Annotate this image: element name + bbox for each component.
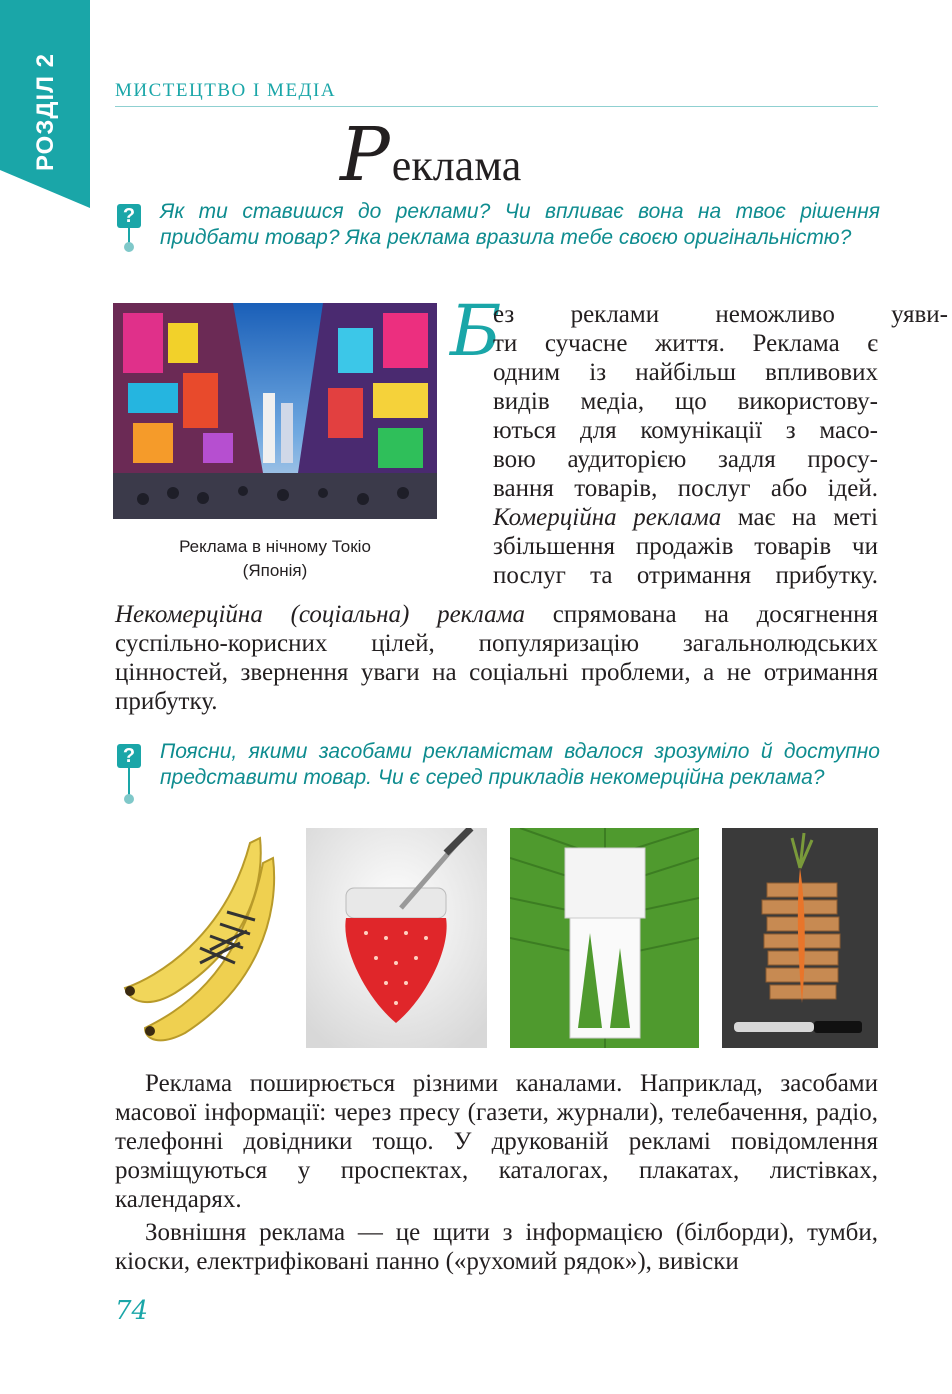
para1-line-9: збільшення продажів товарів чи xyxy=(493,533,878,560)
commercial-term: Комерційна реклама xyxy=(493,504,722,531)
para1-line-6: вою аудиторією задля просу- xyxy=(493,446,878,473)
banana-sneaker-image xyxy=(115,828,285,1048)
para1-line-7: вання товарів, послуг або ідей. xyxy=(493,475,878,502)
carrot-cutting-board-image xyxy=(722,828,878,1048)
page-number: 74 xyxy=(115,1296,149,1326)
paper-towel-trees-image xyxy=(510,828,699,1048)
commercial-rest: має на меті xyxy=(721,504,878,531)
tokyo-night-photo xyxy=(113,303,437,519)
caption-line-1: Реклама в нічному Токіо xyxy=(179,537,371,556)
paragraph-1-continuation xyxy=(115,600,878,716)
title-initial: Р xyxy=(340,112,390,198)
section-tab xyxy=(0,0,90,210)
question-2-text: Поясни, якими засобами рекламістам вдалося зрозуміло й доступно представити товар. Чи є серед прикладів некомерційна реклама? xyxy=(160,740,880,789)
noncommercial-term: Некомерційна (соціальна) реклама xyxy=(115,601,526,628)
photo-caption xyxy=(113,535,437,583)
page-title xyxy=(340,112,522,198)
para1-line-4: видів медіа, що використову- xyxy=(493,388,878,415)
section-tab-label: РОЗДІЛ 2 xyxy=(32,52,59,172)
para1-line-5: ються для комунікації з масо- xyxy=(493,417,878,444)
running-head: МИСТЕЦТВО І МЕДІА xyxy=(115,80,337,101)
paragraph-2: Реклама поширюється різними каналами. Наприклад, засобами масової інформації: через пресу (газети, журнали), телебачення, радіо, телефонні довідники тощо. У друкованій рекламі повідомлення розміщуються у проспектах, каталогах, плакатах, листівках, календарях. xyxy=(115,1070,878,1213)
para1-line-8 xyxy=(493,503,878,532)
question-1-text: Як ти ставишся до реклами? Чи впливає вона на твоє рішення придбати товар? Яка реклама вразила тебе своєю оригінальністю? xyxy=(160,200,880,249)
noncommercial-rest: спрямована на досягнення суспільно-корисних цілей, популяризацію загальнолюдських цінностей, звернення уваги на соціальні проблеми, а не отримання прибутку. xyxy=(115,601,878,715)
para1-line-1: ез реклами неможливо уяви- xyxy=(493,301,948,328)
paragraph-1-column xyxy=(493,300,948,590)
para1-line-10: послуг та отримання прибутку. xyxy=(493,562,878,589)
drop-cap: Б xyxy=(450,290,502,372)
strawberry-jar-image xyxy=(306,828,487,1048)
question-icon: ? xyxy=(117,204,147,274)
para1-line-3: одним із найбільш впливових xyxy=(493,359,878,386)
para1-line-2: ти сучасне життя. Реклама є xyxy=(493,330,878,357)
title-rest: еклама xyxy=(391,141,522,190)
paragraph-3: Зовнішня реклама — це щити з інформацією (білборди), тумби, кіоски, електрифіковані панно («рухомий рядок»), вивіски xyxy=(115,1219,878,1275)
header-rule xyxy=(115,106,878,107)
caption-line-2: (Японія) xyxy=(242,561,308,580)
question-icon: ? xyxy=(117,744,147,814)
